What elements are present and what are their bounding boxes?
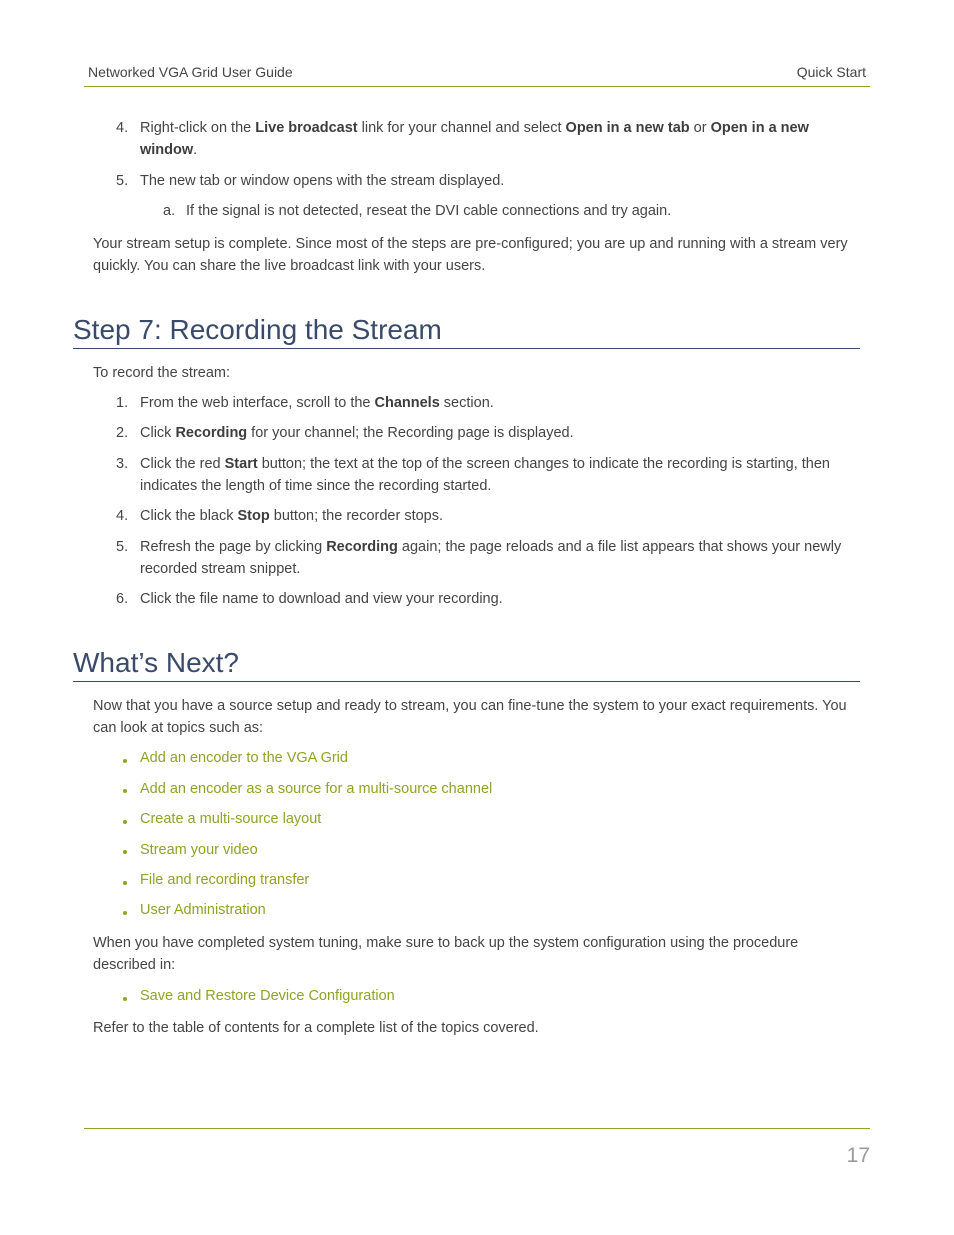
link-multi-source-layout[interactable]: Create a multi-source layout: [140, 811, 322, 827]
section-heading-step7: Step 7: Recording the Stream: [73, 313, 860, 349]
bold-term: Recording: [175, 425, 248, 441]
list-item: Click the black Stop button; the recorder stops.: [140, 508, 444, 524]
bold-term: Stop: [237, 508, 270, 524]
bullet-icon: [123, 759, 127, 763]
list-item: Right-click on the Live broadcast link for your channel and select Open in a new tab or Open in a new window.: [140, 120, 809, 158]
link-user-administration[interactable]: User Administration: [140, 902, 266, 918]
list-number: 6.: [116, 591, 129, 607]
list-number: 5.: [116, 173, 129, 189]
sub-list-item: If the signal is not detected, reseat the DVI cable connections and try again.: [186, 203, 672, 219]
list-item: From the web interface, scroll to the Channels section.: [140, 395, 494, 411]
paragraph: Your stream setup is complete. Since most of the steps are pre-configured; you are up and running with a stream very quickly. You can share the live broadcast link with your users.: [93, 236, 848, 274]
page-header: [84, 62, 870, 87]
list-item: The new tab or window opens with the stream displayed.: [140, 173, 505, 189]
list-item: Click Recording for your channel; the Recording page is displayed.: [140, 425, 574, 441]
section-heading-whats-next: What’s Next?: [73, 646, 860, 682]
bullet-icon: [123, 911, 127, 915]
paragraph: Now that you have a source setup and ready to stream, you can fine-tune the system to your exact requirements. You can look at topics such as:: [93, 698, 847, 736]
footer-divider: [84, 1128, 870, 1129]
link-stream-video[interactable]: Stream your video: [140, 842, 258, 858]
bullet-icon: [123, 820, 127, 824]
list-number: 4.: [116, 120, 129, 136]
bullet-icon: [123, 789, 127, 793]
bold-term: Live broadcast: [255, 120, 358, 136]
bullet-icon: [123, 881, 127, 885]
list-item: Refresh the page by clicking Recording again; the page reloads and a file list appears that shows your newly recorded stream snippet.: [140, 539, 842, 577]
list-item: Click the red Start button; the text at the top of the screen changes to indicate the recording is starting, then indicates the length of time since the recording started.: [140, 456, 830, 494]
bold-term: Open in a new window: [140, 120, 809, 158]
paragraph: To record the stream:: [93, 365, 230, 381]
bold-term: Recording: [326, 539, 398, 555]
paragraph: Refer to the table of contents for a complete list of the topics covered.: [93, 1020, 539, 1036]
list-number: 1.: [116, 395, 129, 411]
list-item: Click the file name to download and view your recording.: [140, 591, 503, 607]
link-save-restore-config[interactable]: Save and Restore Device Configuration: [140, 988, 395, 1004]
paragraph: When you have completed system tuning, make sure to back up the system configuration using the procedure described in:: [93, 935, 799, 973]
list-number: 3.: [116, 456, 129, 472]
link-encoder-multi-source[interactable]: Add an encoder as a source for a multi-source channel: [140, 781, 493, 797]
bold-term: Channels: [374, 395, 440, 411]
link-file-recording-transfer[interactable]: File and recording transfer: [140, 872, 310, 888]
header-doc-title: Networked VGA Grid User Guide: [88, 64, 293, 80]
sub-list-letter: a.: [163, 203, 176, 219]
bullet-icon: [123, 850, 127, 854]
list-number: 5.: [116, 539, 129, 555]
bullet-icon: [123, 997, 127, 1001]
page-number: 17: [846, 1144, 870, 1167]
bold-term: Open in a new tab: [565, 120, 690, 136]
link-add-encoder[interactable]: Add an encoder to the VGA Grid: [140, 750, 348, 766]
list-number: 2.: [116, 425, 129, 441]
header-section-title: Quick Start: [796, 64, 866, 80]
list-number: 4.: [116, 508, 129, 524]
bold-term: Start: [224, 456, 258, 472]
